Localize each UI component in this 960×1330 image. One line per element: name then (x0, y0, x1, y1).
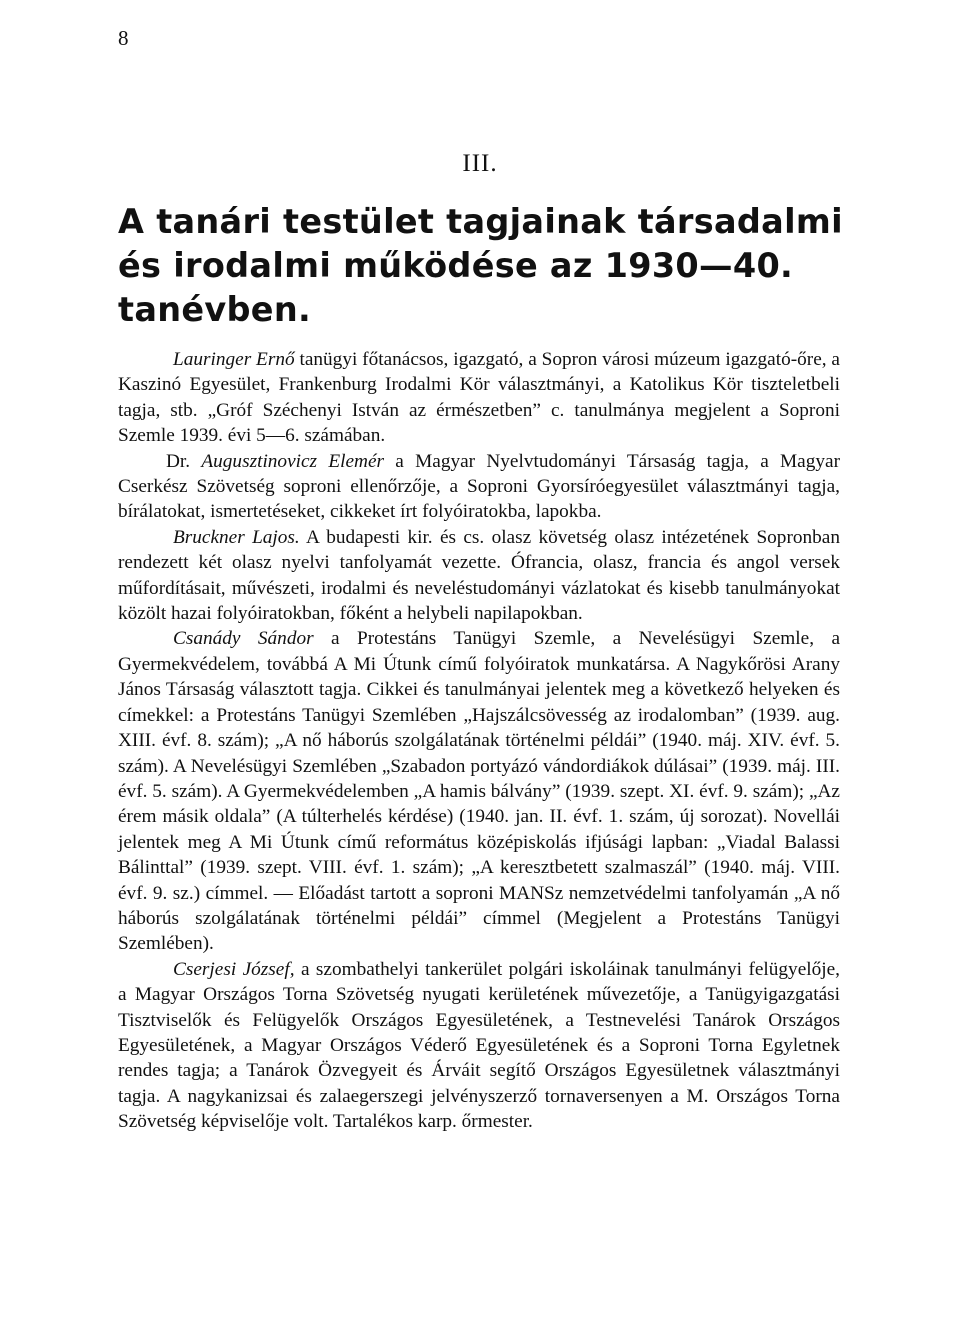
paragraph-csanady (118, 626, 840, 956)
chapter-heading: III. (462, 150, 498, 177)
page-title: A tanári testület tagjainak társadalmi és irodalmi működése az 1930—40. tanévben. (118, 202, 843, 329)
person-name: Cserjesi József, (173, 958, 295, 980)
paragraph-cserjesi (118, 957, 840, 1135)
paragraph-prefix: Dr. (166, 450, 202, 472)
paragraph-text: a Magyar Nyelvtudományi Társaság tagja, a Magyar Cserkész Szövetség soproni ellenőrzője, a Soproni Gyorsíróegyesület választmányi tagja, bírálatokat, ismertetéseket, cikkeket írt folyóiratokba, lapokba. (118, 450, 841, 523)
paragraph-augusztinovicz (118, 449, 840, 525)
person-name: Augusztinovicz Elemér (201, 450, 385, 472)
person-name: Lauringer Ernő (173, 349, 295, 370)
paragraph-text: tanügyi főtanácsos, igazgató, a Sopron városi múzeum igazgató-őre, a Kaszinó Egyesület, Frankenburg Irodalmi Kör választmányi, a Katolikus Kör tiszteletbeli tagja, stb. „Gróf Széchenyi István az érmészetben” c. tanulmánya megjelent a Soproni Szemle 1939. évi 5—6. számában. (118, 349, 840, 447)
paragraph-text: a Protestáns Tanügyi Szemle, a Nevelésügyi Szemle, a Gyermekvédelem, továbbá A Mi Útunk című folyóiratok munkatársa. A Nagykőrösi Arany János Társaság választott tagja. Cikkei és tanulmányai jelentek meg a következő helyeken és címekkel: a Protestáns Tanügyi Szemlében „Hajszálcsövesség az irodalomban” (1939. aug. XIII. évf. 8. szám); „A nő háborús szolgálatának történelmi példái” (1940. máj. XIV. évf. 5. szám). A Nevelésügyi Szemlében „Szabadon portyázó vándordiákok dúlásai” (1939. máj. III. évf. 5. szám). A Gyermekvédelemben „A hamis bálvány” (1939. szept. XI. évf. 9. szám); „Az érem másik oldala” (A túlterhelés kérdése) (1940. jan. II. évf. 1. szám, új sorozat). Novellái jelentek meg A Mi Útunk című református középiskolás ifjúsági lapban: „Viadal Balassi Bálinttal” (1939. szept. VIII. évf. 1. szám); „A keresztbetett szalmaszál” (1940. máj. VIII. évf. 9. sz.) címmel. — Előadást tartott a soproni MANSz nemzetvédelmi tanfolyamán „A nő háborús szolgálatának történelmi példái” címmel (Megjelent a Protestáns Tanügyi Szemlében). (118, 628, 840, 955)
person-name: Csanády Sándor (173, 628, 314, 650)
paragraph-text: a szombathelyi tankerület polgári iskoláinak tanulmányi felügyelője, a Magyar Országos Torna Szövetség nyugati kerületének művezetője, a Tanügyigazgatási Tisztviselők és Felügyelők Országos Egyesületének, a Testnevelési Tanárok Országos Egyesületének, a Magyar Országos Véderő Egyesületének és a Soproni Torna Egyletnek rendes tagja; a Tanárok Özvegyeit és Árváit segítő Országos Egyesületnek választmányi tagja. A nagykanizsai és zalaegerszegi jelvényszerző tornaversenyen a M. Országos Torna Szövetség képviselője volt. Tartalékos karp. őrmester. (118, 958, 840, 1133)
paragraph-lauringer (118, 347, 840, 449)
paragraph-text: A budapesti kir. és cs. olasz követség olasz intézetének Sopronban rendezett két olasz nyelvi tanfolyamát vezette. Ófrancia, olasz, francia és angol versek műfordításait, művészeti, irodalmi és neveléstudományi vázlatokat és kisebb tanulmányokat közölt hazai folyóiratokban, főként a helybeli napilapokban. (118, 526, 840, 625)
page-number: 8 (118, 26, 129, 50)
document-body (118, 347, 840, 1135)
paragraph-bruckner (118, 525, 840, 627)
person-name: Bruckner Lajos. (173, 526, 300, 548)
